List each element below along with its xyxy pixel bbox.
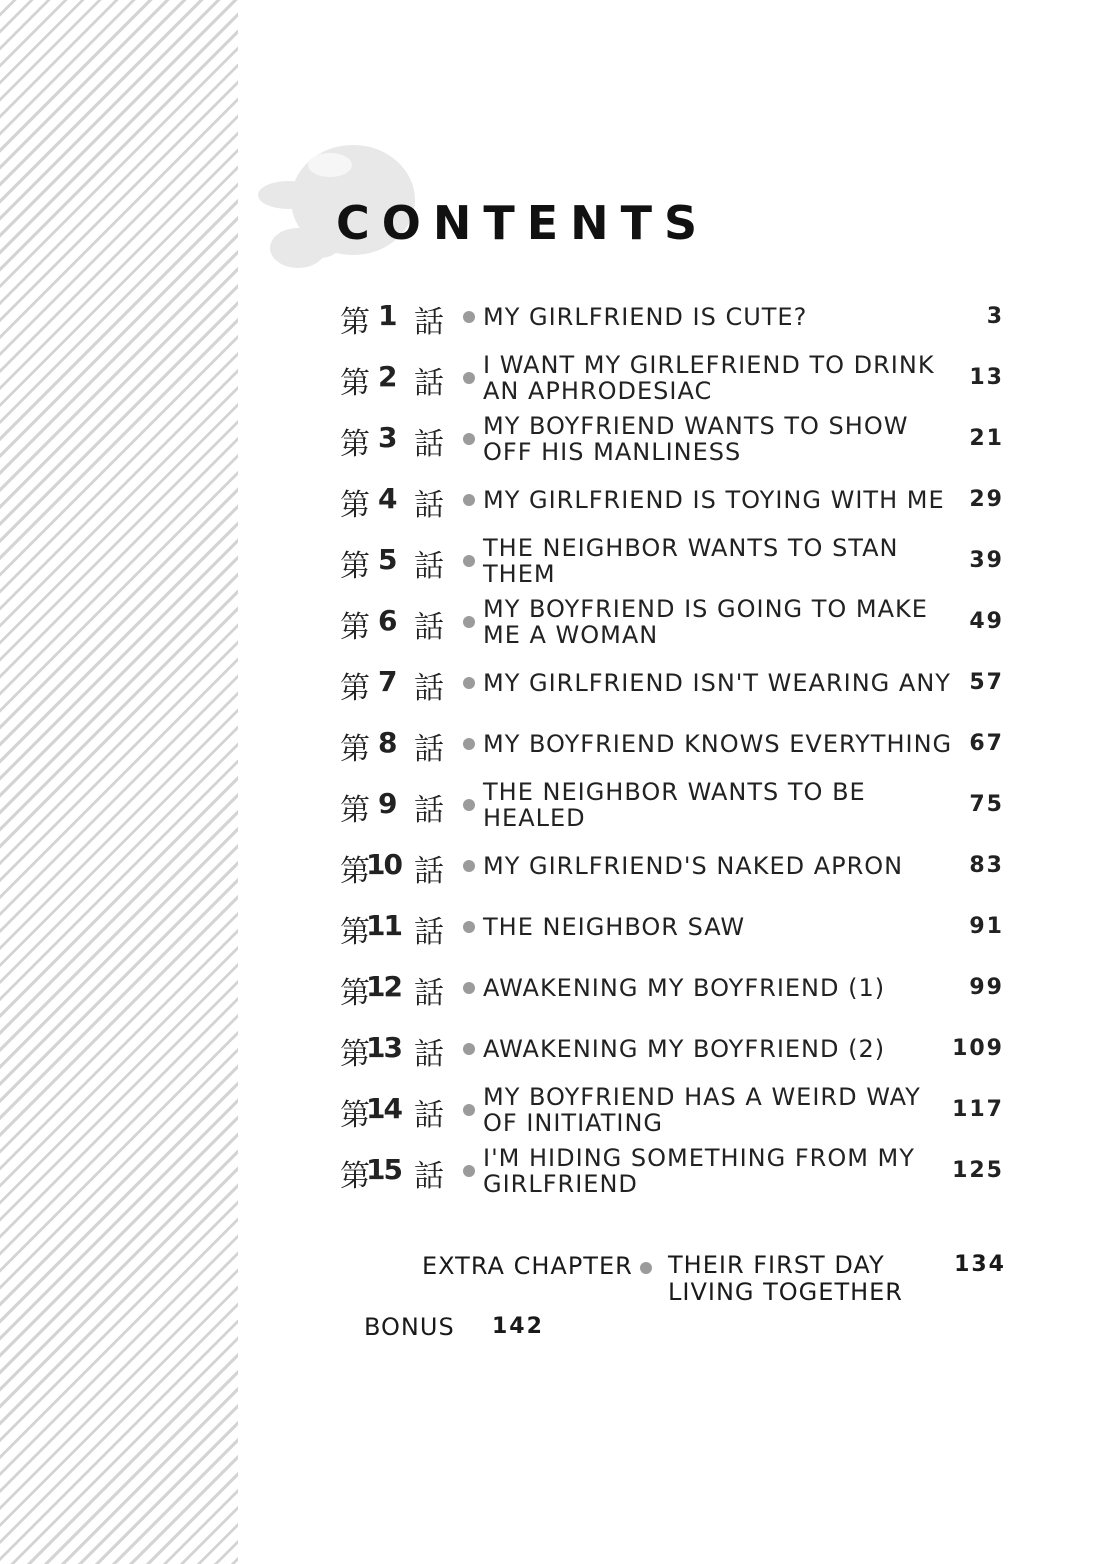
chapter-suffix: 話 (414, 304, 444, 340)
chapter-page: 49 (969, 609, 1004, 634)
bullet-dot (463, 1104, 475, 1116)
chapter-num: 7 (378, 664, 398, 698)
chapter-row[interactable] (336, 1079, 1008, 1140)
chapter-page: 3 (986, 304, 1004, 329)
bullet-dot (463, 372, 475, 384)
bullet-dot (463, 1043, 475, 1055)
chapter-prefix: 第 (340, 914, 370, 950)
chapter-title: MY BOYFRIEND WANTS TO SHOW OFF HIS MANLINESS (483, 411, 909, 466)
chapter-suffix: 話 (414, 487, 444, 523)
bullet-dot (640, 1262, 652, 1274)
chapter-prefix: 第 (340, 731, 370, 767)
chapter-num: 5 (378, 542, 398, 576)
chapter-prefix: 第 (340, 1097, 370, 1133)
chapter-number (336, 846, 446, 889)
bullet-dot (463, 555, 475, 567)
chapter-prefix: 第 (340, 792, 370, 828)
chapter-suffix: 話 (414, 670, 444, 706)
chapter-row[interactable] (336, 896, 1008, 957)
chapter-title: MY BOYFRIEND KNOWS EVERYTHING (483, 729, 953, 758)
chapter-title: THE NEIGHBOR WANTS TO BE HEALED (483, 777, 866, 832)
chapter-title: MY BOYFRIEND IS GOING TO MAKE ME A WOMAN (483, 594, 928, 649)
chapter-num: 11 (366, 908, 401, 942)
chapter-suffix: 話 (414, 731, 444, 767)
bonus-entry[interactable] (364, 1313, 544, 1341)
chapter-row[interactable] (336, 530, 1008, 591)
chapter-num: 8 (378, 725, 398, 759)
chapter-title: THE NEIGHBOR SAW (483, 912, 746, 941)
chapter-prefix: 第 (340, 304, 370, 340)
chapter-prefix: 第 (340, 975, 370, 1011)
chapter-page: 75 (969, 792, 1004, 817)
bullet-dot (463, 311, 475, 323)
chapter-page: 83 (969, 853, 1004, 878)
chapter-number (336, 907, 446, 950)
extra-chapter-entry[interactable] (422, 1252, 1012, 1312)
chapter-num: 4 (378, 481, 398, 515)
chapter-num: 3 (378, 420, 398, 454)
chapter-num: 15 (366, 1152, 401, 1186)
chapter-number (336, 785, 446, 828)
extra-chapter-page: 134 (954, 1252, 1006, 1277)
chapter-number (336, 724, 446, 767)
bonus-page: 142 (492, 1314, 544, 1339)
chapter-number (336, 358, 446, 401)
chapter-suffix: 話 (414, 609, 444, 645)
chapter-title: MY GIRLFRIEND'S NAKED APRON (483, 851, 904, 880)
chapter-row[interactable] (336, 347, 1008, 408)
chapter-row[interactable] (336, 408, 1008, 469)
bullet-dot (463, 616, 475, 628)
chapter-title: AWAKENING MY BOYFRIEND (1) (483, 973, 886, 1002)
bullet-dot (463, 433, 475, 445)
chapter-number (336, 1151, 446, 1194)
chapter-num: 1 (378, 298, 398, 332)
chapter-row[interactable] (336, 469, 1008, 530)
chapter-number (336, 1029, 446, 1072)
chapter-prefix: 第 (340, 487, 370, 523)
chapter-row[interactable] (336, 1018, 1008, 1079)
chapter-num: 6 (378, 603, 398, 637)
chapter-row[interactable] (336, 957, 1008, 1018)
chapter-title: MY BOYFRIEND HAS A WEIRD WAY OF INITIATING (483, 1082, 921, 1137)
chapter-num: 2 (378, 359, 398, 393)
chapter-suffix: 話 (414, 426, 444, 462)
chapter-row[interactable] (336, 652, 1008, 713)
chapter-prefix: 第 (340, 1036, 370, 1072)
page-title: CONTENTS (336, 196, 710, 250)
chapter-title: MY GIRLFRIEND ISN'T WEARING ANY (483, 668, 951, 697)
chapter-title: I WANT MY GIRLEFRIEND TO DRINK AN APHRODESIAC (483, 350, 935, 405)
chapter-row[interactable] (336, 1140, 1008, 1201)
chapter-page: 99 (969, 975, 1004, 1000)
chapter-page: 91 (969, 914, 1004, 939)
bullet-dot (463, 677, 475, 689)
chapter-num: 14 (366, 1091, 401, 1125)
chapter-prefix: 第 (340, 1158, 370, 1194)
chapter-page: 21 (969, 426, 1004, 451)
chapter-row[interactable] (336, 774, 1008, 835)
bullet-dot (463, 860, 475, 872)
chapter-title: MY GIRLFRIEND IS TOYING WITH ME (483, 485, 945, 514)
extra-chapter-title: THEIR FIRST DAY LIVING TOGETHER (668, 1251, 903, 1306)
chapter-suffix: 話 (414, 792, 444, 828)
bullet-dot (463, 494, 475, 506)
chapter-page: 39 (969, 548, 1004, 573)
chapter-number (336, 297, 446, 340)
chapter-list (336, 286, 1008, 1201)
chapter-number (336, 663, 446, 706)
bullet-dot (463, 921, 475, 933)
extra-chapter-label: EXTRA CHAPTER (422, 1252, 633, 1280)
chapter-number (336, 541, 446, 584)
chapter-number (336, 602, 446, 645)
chapter-number (336, 1090, 446, 1133)
chapter-number (336, 480, 446, 523)
chapter-row[interactable] (336, 835, 1008, 896)
bullet-dot (463, 1165, 475, 1177)
chapter-prefix: 第 (340, 853, 370, 889)
chapter-number (336, 968, 446, 1011)
chapter-num: 10 (366, 847, 401, 881)
bullet-dot (463, 738, 475, 750)
chapter-page: 67 (969, 731, 1004, 756)
chapter-prefix: 第 (340, 548, 370, 584)
chapter-page: 57 (969, 670, 1004, 695)
chapter-row[interactable] (336, 286, 1008, 347)
chapter-title: MY GIRLFRIEND IS CUTE? (483, 302, 808, 331)
chapter-page: 109 (952, 1036, 1004, 1061)
chapter-num: 9 (378, 786, 398, 820)
bonus-label: BONUS (364, 1313, 455, 1341)
bullet-dot (463, 799, 475, 811)
chapter-suffix: 話 (414, 548, 444, 584)
chapter-prefix: 第 (340, 609, 370, 645)
chapter-suffix: 話 (414, 914, 444, 950)
chapter-num: 13 (366, 1030, 401, 1064)
chapter-suffix: 話 (414, 1097, 444, 1133)
chapter-prefix: 第 (340, 670, 370, 706)
chapter-title: THE NEIGHBOR WANTS TO STAN THEM (483, 533, 899, 588)
chapter-num: 12 (366, 969, 401, 1003)
chapter-title: I'M HIDING SOMETHING FROM MY GIRLFRIEND (483, 1143, 915, 1198)
bullet-dot (463, 982, 475, 994)
striped-border-decoration (0, 0, 238, 1564)
chapter-page: 117 (952, 1097, 1004, 1122)
chapter-suffix: 話 (414, 853, 444, 889)
chapter-suffix: 話 (414, 1036, 444, 1072)
chapter-prefix: 第 (340, 365, 370, 401)
chapter-number (336, 419, 446, 462)
chapter-row[interactable] (336, 713, 1008, 774)
chapter-row[interactable] (336, 591, 1008, 652)
chapter-page: 125 (952, 1158, 1004, 1183)
chapter-page: 29 (969, 487, 1004, 512)
chapter-suffix: 話 (414, 975, 444, 1011)
chapter-title: AWAKENING MY BOYFRIEND (2) (483, 1034, 886, 1063)
chapter-prefix: 第 (340, 426, 370, 462)
chapter-suffix: 話 (414, 365, 444, 401)
chapter-suffix: 話 (414, 1158, 444, 1194)
chapter-page: 13 (969, 365, 1004, 390)
